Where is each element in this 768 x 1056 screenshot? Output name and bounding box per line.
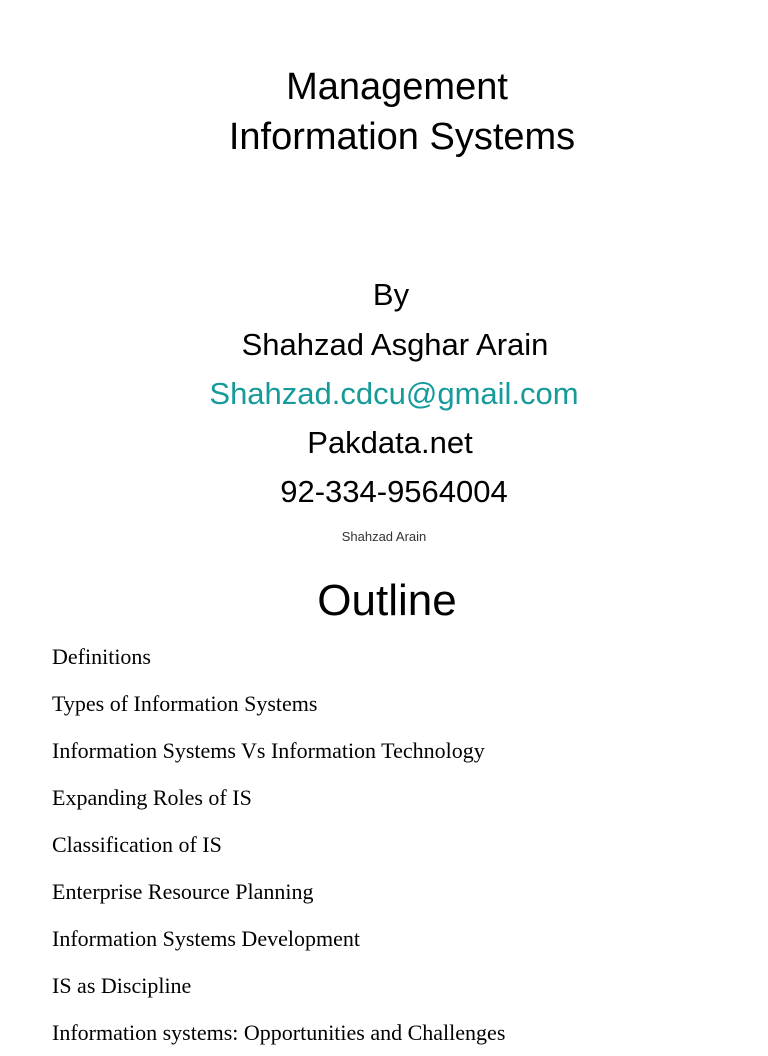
author-name: Shahzad Asghar Arain xyxy=(241,327,549,362)
slide-footer xyxy=(0,529,768,545)
title-line-1: Management xyxy=(286,66,508,108)
list-item: Classification of IS xyxy=(52,832,222,857)
author-phone: 92-334-9564004 xyxy=(280,474,508,509)
author-email-link[interactable]: Shahzad.cdcu@gmail.com xyxy=(209,376,579,411)
outline-title xyxy=(0,574,768,628)
outline-title-text: Outline xyxy=(317,576,457,625)
title-line-2: Information Systems xyxy=(228,116,576,158)
outline-list xyxy=(52,633,505,1056)
slide-footer-text: Shahzad Arain xyxy=(341,529,427,544)
list-item: Definitions xyxy=(52,644,151,669)
list-item: Information Systems Vs Information Technology xyxy=(52,738,485,763)
list-item: Information Systems Development xyxy=(52,926,360,951)
list-item: Types of Information Systems xyxy=(52,691,318,716)
list-item: Expanding Roles of IS xyxy=(52,785,252,810)
by-label: By xyxy=(372,277,410,312)
list-item: Information systems: Opportunities and Challenges xyxy=(52,1020,506,1045)
list-item: IS as Discipline xyxy=(52,973,192,998)
list-item: Enterprise Resource Planning xyxy=(52,879,314,904)
author-website: Pakdata.net xyxy=(307,425,473,460)
